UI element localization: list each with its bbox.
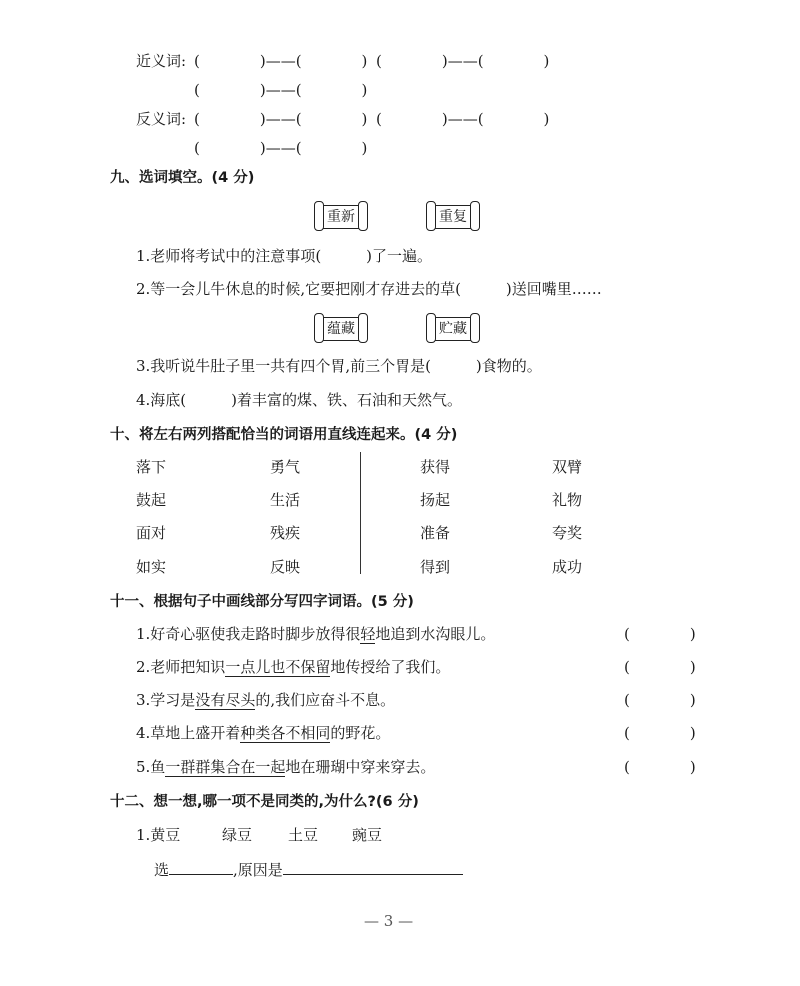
q2-underlined: 一点儿也不保留 xyxy=(225,658,331,676)
q5-text-pre: 5.鱼 xyxy=(136,758,166,776)
left-match-2[interactable]: 生活 xyxy=(270,491,301,509)
right-match-1[interactable]: 双臂 xyxy=(552,458,583,476)
section11-title: 十一、根据句子中画线部分写四字词语。(5 分) xyxy=(110,594,414,610)
word-card-chongfu-text: 重复 xyxy=(439,209,467,225)
section12-title: 十二、想一想,哪一项不是同类的,为什么?(6 分) xyxy=(110,794,419,810)
synonym-label: 近义词: xyxy=(136,52,187,70)
word-card-zhucang xyxy=(430,317,476,341)
q4-underlined: 种类各不相同 xyxy=(240,724,331,742)
q2-text-post: 地传授给了我们。 xyxy=(330,658,451,676)
word-card-yuncang-text: 蕴藏 xyxy=(327,321,355,337)
section11-q4 xyxy=(136,722,390,743)
left-match-4[interactable]: 反映 xyxy=(270,558,301,576)
word-card-zhucang-text: 贮藏 xyxy=(439,321,467,337)
left-word-1[interactable]: 落下 xyxy=(136,458,167,476)
q3-underlined: 没有尽头 xyxy=(195,691,256,709)
left-match-1[interactable]: 勇气 xyxy=(270,458,301,476)
antonym-blank-3[interactable]: ( )——( ) xyxy=(194,139,368,157)
right-word-1[interactable]: 获得 xyxy=(420,458,451,476)
right-match-2[interactable]: 礼物 xyxy=(552,491,583,509)
reason-label: ,原因是 xyxy=(233,861,283,879)
choose-label: 选 xyxy=(154,861,170,879)
q5-text-post: 地在珊瑚中穿来穿去。 xyxy=(285,758,436,776)
section11-q3 xyxy=(136,689,395,710)
answer-blank-2[interactable]: ( ) xyxy=(624,658,696,676)
section9-q4: 4.海底( )着丰富的煤、铁、石油和天然气。 xyxy=(136,391,463,409)
reason-answer-line[interactable] xyxy=(283,858,463,875)
option-huangdou: 1.黄豆 xyxy=(136,826,181,844)
section9-q3: 3.我听说牛肚子里一共有四个胃,前三个胃是( )食物的。 xyxy=(136,357,542,375)
page-number: — 3 — xyxy=(364,912,414,930)
choose-answer-line[interactable] xyxy=(169,858,233,875)
section11-q2 xyxy=(136,656,450,677)
word-card-yuncang xyxy=(318,317,364,341)
section11-q1 xyxy=(136,623,495,644)
option-wandou: 豌豆 xyxy=(352,826,383,844)
word-card-chongfu xyxy=(430,205,476,229)
q2-text-pre: 2.老师把知识 xyxy=(136,658,226,676)
synonym-blank-3[interactable]: ( )——( ) xyxy=(194,81,368,99)
left-word-3[interactable]: 面对 xyxy=(136,524,167,542)
q4-text-post: 的野花。 xyxy=(330,724,391,742)
answer-blank-5[interactable]: ( ) xyxy=(624,758,696,776)
left-word-2[interactable]: 鼓起 xyxy=(136,491,167,509)
q1-text-post: 地追到水沟眼儿。 xyxy=(375,625,496,643)
q1-underlined: 轻 xyxy=(360,625,376,643)
section10-title: 十、将左右两列搭配恰当的词语用直线连起来。(4 分) xyxy=(110,427,458,443)
synonym-blank-1[interactable]: ( )——( ) xyxy=(194,52,368,70)
answer-blank-3[interactable]: ( ) xyxy=(624,691,696,709)
word-card-chongxin xyxy=(318,205,364,229)
q4-text-pre: 4.草地上盛开着 xyxy=(136,724,241,742)
q1-text-pre: 1.好奇心驱使我走路时脚步放得很 xyxy=(136,625,361,643)
right-word-4[interactable]: 得到 xyxy=(420,558,451,576)
option-tudou: 土豆 xyxy=(288,826,319,844)
q5-underlined: 一群群集合在一起 xyxy=(165,758,286,776)
left-word-4[interactable]: 如实 xyxy=(136,558,167,576)
q3-text-post: 的,我们应奋斗不息。 xyxy=(255,691,396,709)
antonym-blank-1[interactable]: ( )——( ) xyxy=(194,110,368,128)
right-word-3[interactable]: 准备 xyxy=(420,524,451,542)
right-match-3[interactable]: 夸奖 xyxy=(552,524,583,542)
option-lvdou: 绿豆 xyxy=(222,826,253,844)
answer-blank-4[interactable]: ( ) xyxy=(624,724,696,742)
section9-title: 九、选词填空。(4 分) xyxy=(110,170,255,186)
left-match-3[interactable]: 残疾 xyxy=(270,524,301,542)
section9-q1: 1.老师将考试中的注意事项( )了一遍。 xyxy=(136,247,433,265)
answer-blank-1[interactable]: ( ) xyxy=(624,625,696,643)
right-match-4[interactable]: 成功 xyxy=(552,558,583,576)
word-card-chongxin-text: 重新 xyxy=(327,209,355,225)
antonym-label: 反义词: xyxy=(136,110,187,128)
q3-text-pre: 3.学习是 xyxy=(136,691,196,709)
synonym-blank-2[interactable]: ( )——( ) xyxy=(376,52,550,70)
column-divider xyxy=(360,452,361,574)
choose-row xyxy=(154,858,463,880)
right-word-2[interactable]: 扬起 xyxy=(420,491,451,509)
antonym-blank-2[interactable]: ( )——( ) xyxy=(376,110,550,128)
section11-q5 xyxy=(136,756,435,777)
section9-q2: 2.等一会儿牛休息的时候,它要把刚才存进去的草( )送回嘴里…… xyxy=(136,280,602,298)
